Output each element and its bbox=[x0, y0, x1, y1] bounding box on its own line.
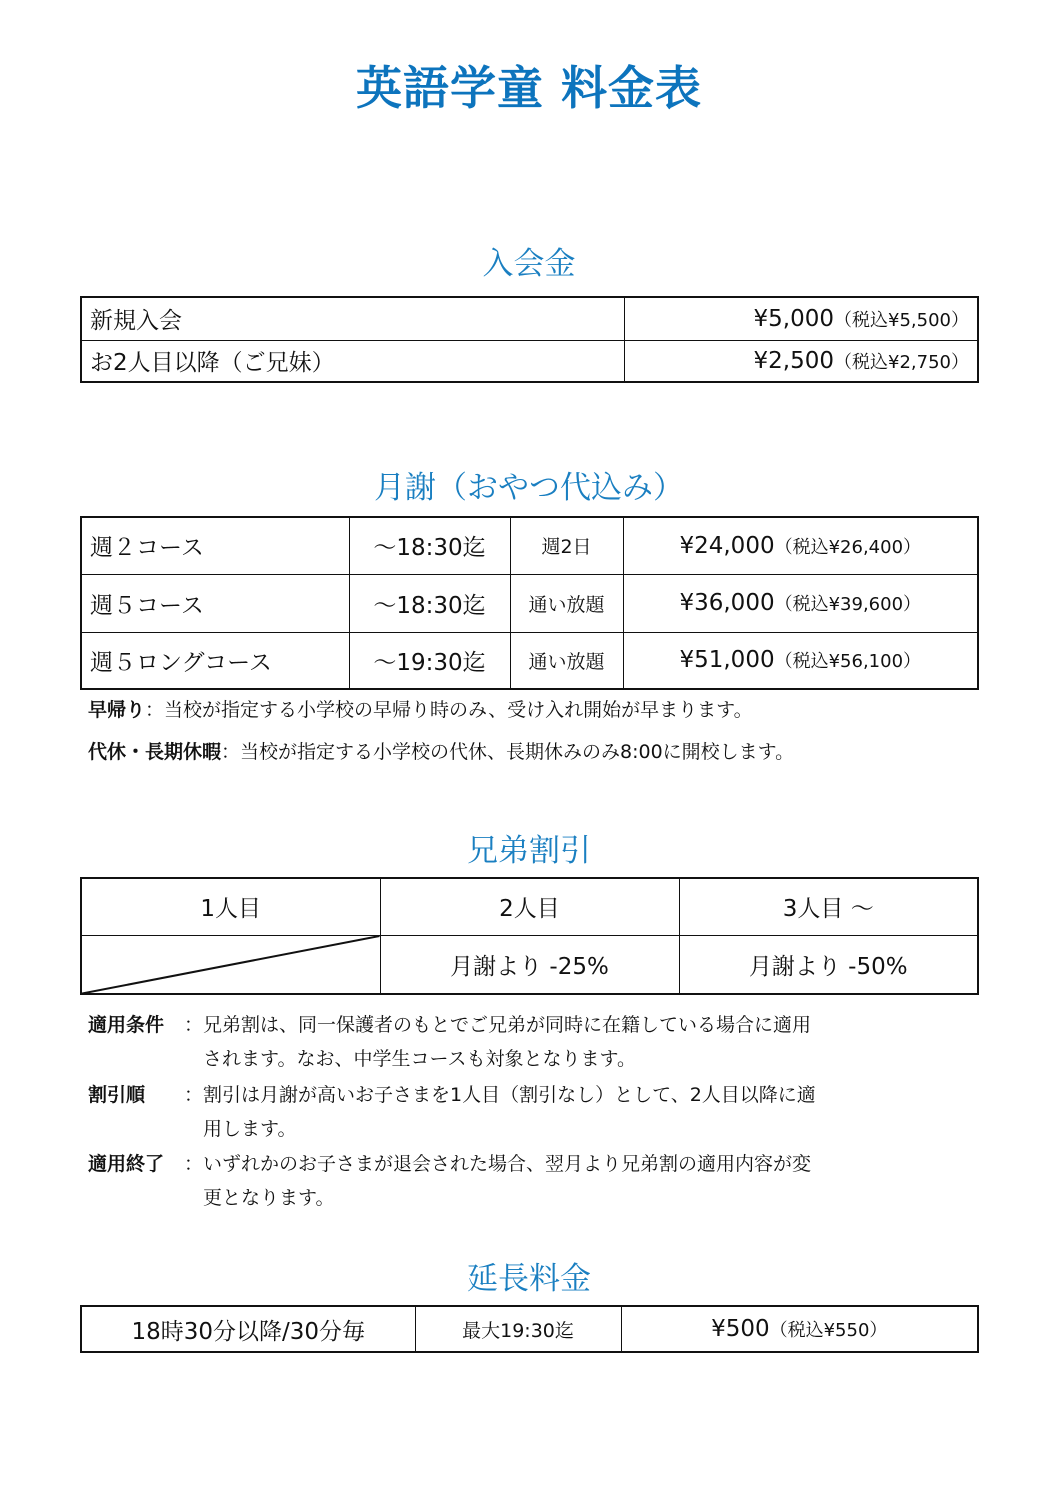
early-return-note bbox=[88, 693, 753, 727]
table-row bbox=[81, 935, 978, 994]
course-name: 週２コース bbox=[81, 517, 349, 574]
condition-line: 更となります。 bbox=[203, 1187, 335, 1209]
course-tax: （税込¥39,600） bbox=[774, 594, 922, 615]
condition-line: されます。なお、中学生コースも対象となります。 bbox=[203, 1048, 637, 1070]
course-days: 通い放題 bbox=[510, 574, 623, 632]
condition-colon: ： bbox=[184, 1014, 204, 1036]
note-label: 早帰り bbox=[88, 699, 146, 721]
sibling-value-3: 月謝より -50% bbox=[679, 935, 978, 994]
admission-table bbox=[80, 296, 979, 383]
condition-label: 適用終了 bbox=[88, 1153, 165, 1175]
table-row bbox=[81, 340, 978, 382]
note-text: ：当校が指定する小学校の代休、長期休みのみ8:00に開校します。 bbox=[221, 741, 795, 763]
sibling-header-1: 1人目 bbox=[81, 878, 380, 935]
sibling-heading: 兄弟割引 bbox=[467, 833, 591, 869]
note-label: 代休・長期休暇 bbox=[88, 741, 222, 763]
admission-price-cell bbox=[624, 340, 978, 382]
admission-label: 新規入会 bbox=[81, 297, 624, 340]
course-until: 〜19:30迄 bbox=[349, 632, 510, 689]
monthly-table bbox=[80, 516, 979, 690]
extension-max: 最大19:30迄 bbox=[415, 1306, 621, 1352]
course-price-cell bbox=[623, 632, 978, 689]
condition-line: 用します。 bbox=[203, 1118, 297, 1140]
course-price: ¥51,000 bbox=[679, 647, 775, 674]
admission-price-cell bbox=[624, 297, 978, 340]
table-row bbox=[81, 574, 978, 632]
note-text: ：当校が指定する小学校の早帰り時のみ、受け入れ開始が早まります。 bbox=[145, 699, 753, 721]
table-row bbox=[81, 632, 978, 689]
course-tax: （税込¥26,400） bbox=[774, 536, 922, 558]
sibling-header-3: 3人目 〜 bbox=[679, 878, 978, 935]
extension-price-cell bbox=[621, 1306, 978, 1352]
course-until: 〜18:30迄 bbox=[349, 574, 510, 632]
sibling-table bbox=[80, 877, 979, 995]
condition-colon: ： bbox=[184, 1153, 204, 1175]
admission-price: ¥5,000 bbox=[753, 305, 835, 332]
table-row bbox=[81, 517, 978, 574]
condition-line: 兄弟割は、同一保護者のもとでご兄弟が同時に在籍している場合に適用 bbox=[203, 1014, 812, 1036]
course-price-cell bbox=[623, 517, 978, 574]
admission-tax: （税込¥2,750） bbox=[834, 351, 969, 373]
course-name: 週５ロングコース bbox=[81, 632, 349, 689]
condition-label: 割引順 bbox=[88, 1084, 146, 1106]
condition-end bbox=[88, 1147, 968, 1215]
table-row bbox=[81, 1306, 978, 1352]
table-row bbox=[81, 297, 978, 340]
condition-apply bbox=[88, 1008, 968, 1076]
extension-tax: （税込¥550） bbox=[769, 1320, 888, 1341]
sibling-value-2: 月謝より -25% bbox=[380, 935, 679, 994]
extension-unit: 18時30分以降/30分毎 bbox=[81, 1306, 415, 1352]
course-until: 〜18:30迄 bbox=[349, 517, 510, 574]
course-price: ¥24,000 bbox=[679, 532, 775, 559]
condition-line: 割引は月謝が高いお子さまを1人目（割引なし）として、2人目以降に適 bbox=[203, 1084, 816, 1106]
condition-order bbox=[88, 1078, 968, 1146]
extension-heading: 延長料金 bbox=[467, 1261, 591, 1297]
course-name: 週５コース bbox=[81, 574, 349, 632]
course-tax: （税込¥56,100） bbox=[774, 651, 922, 673]
admission-tax: （税込¥5,500） bbox=[834, 309, 969, 331]
course-price: ¥36,000 bbox=[679, 590, 775, 616]
course-price-cell bbox=[623, 574, 978, 632]
sibling-header-2: 2人目 bbox=[380, 878, 679, 935]
extension-price: ¥500 bbox=[711, 1316, 770, 1342]
course-days: 通い放題 bbox=[510, 632, 623, 689]
monthly-heading: 月謝（おやつ代込み） bbox=[374, 470, 684, 506]
admission-price: ¥2,500 bbox=[753, 347, 835, 374]
sibling-value-1-empty bbox=[81, 935, 380, 994]
condition-colon: ： bbox=[184, 1084, 204, 1106]
condition-line: いずれかのお子さまが退会された場合、翌月より兄弟割の適用内容が変 bbox=[203, 1153, 812, 1175]
extension-table bbox=[80, 1305, 979, 1353]
holiday-note bbox=[88, 735, 794, 769]
condition-label: 適用条件 bbox=[88, 1014, 165, 1036]
admission-label: お2人目以降（ご兄妹） bbox=[81, 340, 624, 382]
page-title: 英語学童 料金表 bbox=[355, 61, 702, 115]
course-days: 週2日 bbox=[510, 517, 623, 574]
admission-heading: 入会金 bbox=[482, 246, 576, 282]
table-row bbox=[81, 878, 978, 935]
diagonal-slash-icon bbox=[82, 936, 380, 994]
